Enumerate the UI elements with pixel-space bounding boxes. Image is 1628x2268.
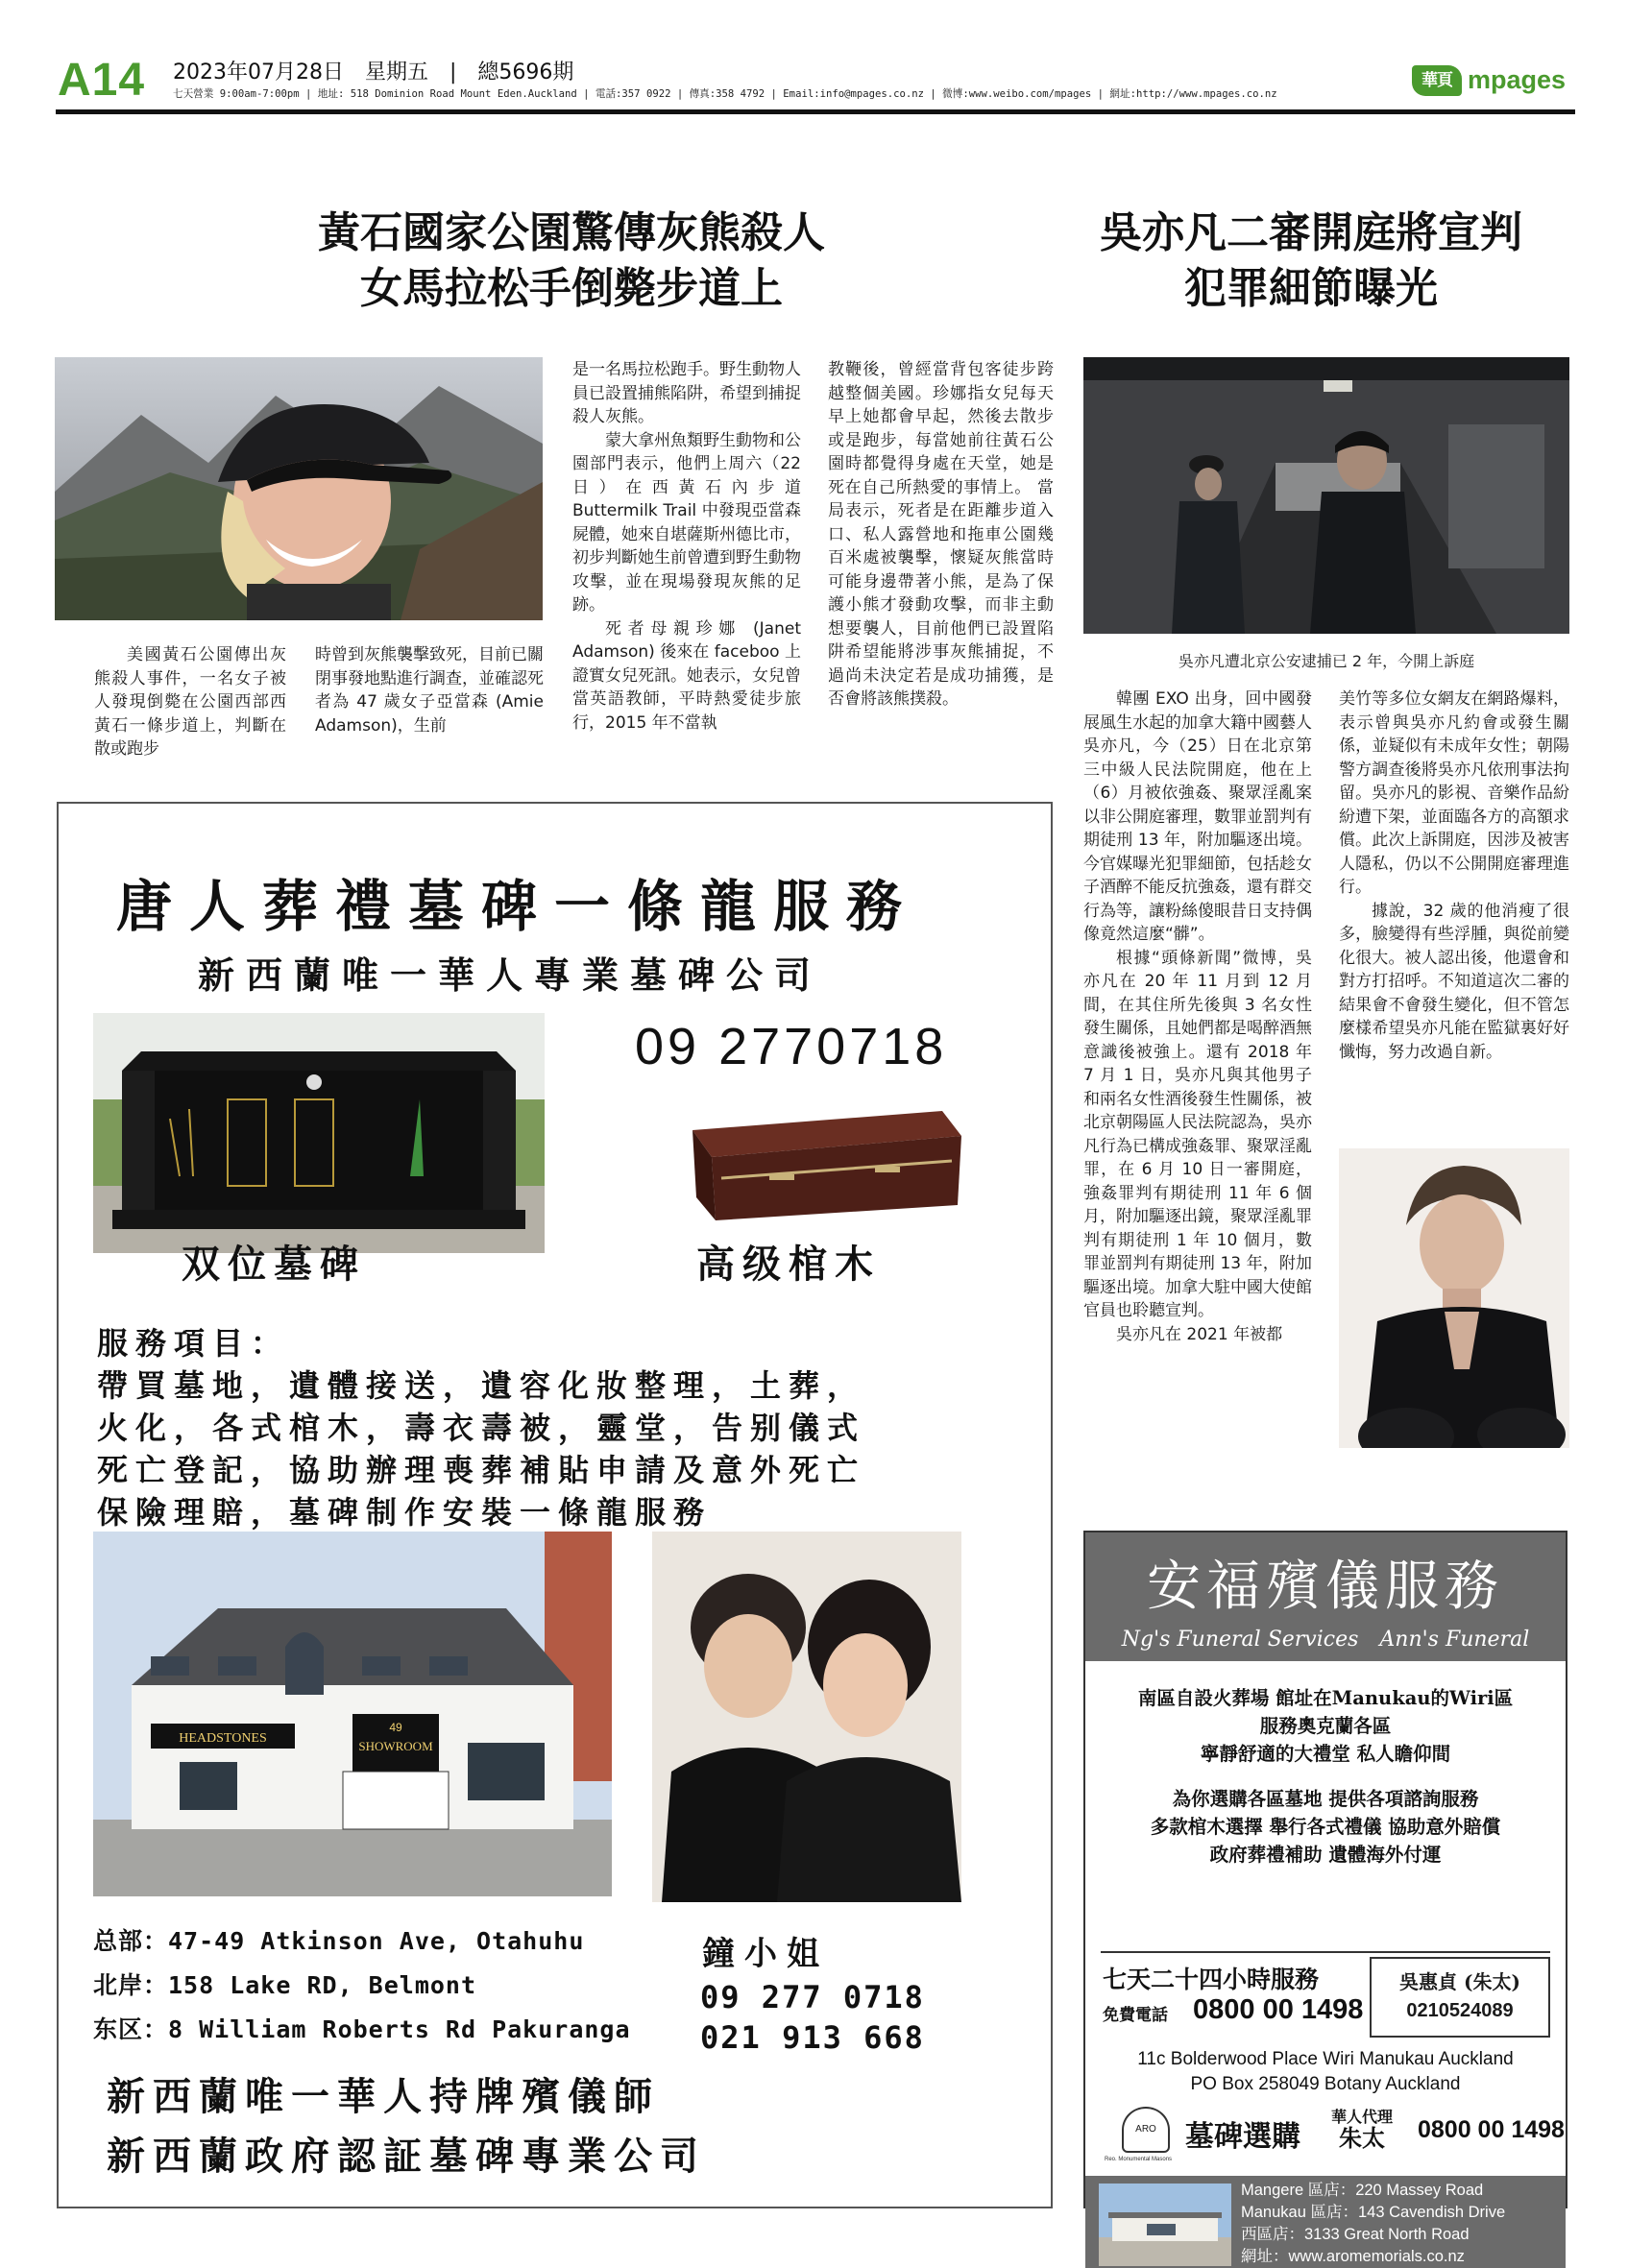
address-line: PO Box 258049 Botany Auckland: [1190, 2074, 1461, 2094]
contact-numbers: [700, 1977, 925, 2058]
tang-ad-title: 唐人葬禮墓碑一條龍服務: [116, 874, 920, 939]
contact-info-line: 七天營業 9:00am-7:00pm | 地址: 518 Dominion Road Mount Eden.Auckland | 電話:357 0922 | 傳真:358 4792 | Email:info@mpages.co.nz | 微博:www.weibo.com/mpages | 網址:http://www.mpages.co.nz: [173, 88, 1277, 100]
headstone-image: [93, 1013, 545, 1253]
headline-line-1: 吳亦凡二審開庭將宣判: [1100, 208, 1522, 257]
ng-ad-header: [1085, 1532, 1566, 1661]
logo-text: mpages: [1468, 65, 1567, 94]
court-photo-image: [1083, 357, 1569, 634]
casket-photo: [683, 1098, 967, 1232]
service-line: 寧靜舒適的大禮堂 私人瞻仰間: [1200, 1743, 1451, 1765]
ng-contact-name: 吳惠貞 (朱太): [1399, 1970, 1520, 1993]
paragraph: 是一名馬拉松跑手。野生動物人員已設置捕熊陷阱，希望到捕捉殺人灰熊。: [572, 360, 801, 426]
service-line: 為你選購各區墓地 提供各項諮詢服務: [1172, 1788, 1479, 1810]
service-line: 南區自設火葬場 館址在Manukau的Wiri區: [1137, 1687, 1514, 1709]
ng-24h-service: 七天二十四小時服務: [1103, 1966, 1320, 1993]
paragraph: 時曾到灰熊襲擊致死，目前已關閉事發地點進行調查，並確認死者為 47 歲女子亞當森 (Amie Adamson)，生前: [315, 645, 544, 736]
service-line: 服務奧克蘭各區: [1259, 1715, 1392, 1737]
ng-divider: [1101, 1951, 1550, 1953]
paragraph: 美竹等多位女網友在網路爆料，表示曾與吳亦凡約會或發生關係，並疑似有未成年女性；朝陽警方調查後將吳亦凡依刑事法拘留。吳亦凡的影視、音樂作品紛紛遭下架，並面臨各方的高額求償。此次上訴開庭，因涉及被害人隱私，仍以不公開開庭審理進行。: [1339, 689, 1569, 897]
ng-branch-list: [1241, 2180, 1505, 2268]
memorial-purchase-label: 墓碑選購: [1185, 2120, 1300, 2154]
address-line: 11c Bolderwood Place Wiri Manukau Auckland: [1137, 2049, 1514, 2069]
branch-line: Mangere 區店：220 Massey Road: [1241, 2182, 1484, 2199]
service-line: 服務項目：: [97, 1325, 290, 1362]
service-line: 死亡登記，協助辦理喪葬補貼申請及意外死亡: [97, 1452, 866, 1488]
branch-addresses: [93, 1919, 631, 2052]
service-line: 多款棺木選擇 舉行各式禮儀 協助意外賠償: [1150, 1816, 1501, 1838]
showroom-sign-showroom: SHOWROOM: [358, 1739, 433, 1753]
service-line: 保險理賠，墓碑制作安裝一條龍服務: [97, 1494, 713, 1531]
casket-image: [683, 1098, 967, 1232]
kris-article-col-1: [1083, 688, 1312, 1346]
ng-funeral-ad[interactable]: [1083, 1531, 1567, 2265]
aro-memorials-logo: ARO: [1122, 2107, 1170, 2153]
headstone-label: 双位墓碑: [182, 1242, 366, 1287]
paragraph: 美國黃石公園傳出灰熊殺人事件，一名女子被人發現倒斃在公園西部西黃石一條步道上，判斷在散或跑步: [94, 645, 286, 759]
service-line: 政府葬禮補助 遺體海外付運: [1209, 1844, 1442, 1866]
ng-free-call-label: 免費電話: [1103, 2006, 1168, 2025]
bear-article-col-4: [828, 358, 1054, 712]
tang-funeral-ad[interactable]: [57, 802, 1053, 2208]
footer-line: 新西蘭政府認証墓碑專業公司: [107, 2134, 706, 2179]
address-line: 东区：8 William Roberts Rd Pakuranga: [93, 2015, 631, 2043]
showroom-sign-headstones: HEADSTONES: [179, 1731, 267, 1746]
ng-address: [1085, 2047, 1566, 2097]
ng-contact-phone[interactable]: 0210524089: [1406, 2000, 1514, 2021]
victim-photo-image: [55, 357, 543, 620]
aro-logo-caption: Reo. Monumental Masons: [1105, 2157, 1173, 2162]
kris-court-photo: [1083, 357, 1569, 634]
address-line: 总部：47-49 Atkinson Ave, Otahuhu: [93, 1927, 585, 1955]
showroom-image: [93, 1532, 612, 1896]
tang-ad-phone: 09 2770718: [635, 1018, 948, 1075]
showroom-photo: [93, 1532, 612, 1896]
tang-ad-subtitle: 新西蘭唯一華人專業墓碑公司: [198, 953, 823, 997]
agent-label: 華人代理: [1331, 2108, 1394, 2126]
tang-ad-footer: [107, 2067, 706, 2186]
building-image: [1099, 2184, 1231, 2266]
phone-number[interactable]: 09 277 0718: [700, 1979, 925, 2015]
address-line: 北岸：158 Lake RD, Belmont: [93, 1971, 477, 1999]
headline-line-1: 黃石國家公園驚傳灰熊殺人: [318, 208, 825, 257]
staff-photo: [652, 1532, 961, 1902]
staff-image: [652, 1532, 961, 1902]
ng-service-lines: [1085, 1684, 1566, 1869]
headline-line-2: 女馬拉松手倒斃步道上: [360, 264, 783, 313]
double-headstone-photo: [93, 1013, 545, 1253]
kris-article-col-2: [1339, 688, 1569, 1064]
paragraph: 死者母親珍娜 (Janet Adamson) 後來在 faceboo 上證實女兒死訊。她表示，女兒曾當英語教師，平時熱愛徒步旅行，2015 年不當執: [572, 618, 801, 733]
paragraph: 韓團 EXO 出身，回中國發展風生水起的加拿大籍中國藝人吳亦凡，今（25）日在北京第三中級人民法院開庭，他在上（6）月被依強姦、聚眾淫亂案以非公開庭審理，數罪並罰判有期徒刑 13 年，附加驅逐出境。今官媒曝光犯罪細節，包括趁女子酒醉不能反抗強姦，還有群交行為等，讓粉絲傻眼昔日支持偶像竟然這麼“髒”。: [1083, 689, 1312, 944]
page-number: A14: [58, 55, 146, 106]
paragraph: 吳亦凡在 2021 年被都: [1116, 1324, 1283, 1344]
kris-article-headline: [1057, 205, 1566, 317]
branch-line: Manukau 區店：143 Cavendish Drive: [1241, 2204, 1506, 2221]
service-line: 帶買墓地，遺體接送，遺容化妝整理，土葬，: [97, 1367, 866, 1404]
paragraph: 根據“頭條新聞”微博，吳亦凡在 20 年 11 月到 12 月間，在其住所先後與 3 名女性發生關係，且她們都是喝醉酒無意識後被強上。還有 2018 年 7 月 1 日，吳亦凡與其他男子和兩名女性酒後發生性關係，被北京朝陽區人民法院認為，吳亦凡行為已構成強姦罪、聚眾淫亂罪，在 6 月 10 日一審開庭，強姦罪判有期徒刑 11 年 6 個月，附加驅逐出鏡，聚眾淫亂罪判有期徒刑 1 年 10 個月，數罪並罰判有期徒刑 13 年，附加驅逐出境。加拿大駐中國大使館官員也聆聽宣判。: [1083, 948, 1312, 1320]
headline-line-2: 犯罪細節曝光: [1184, 264, 1438, 313]
portrait-image: [1339, 1148, 1569, 1448]
kris-photo-caption: 吳亦凡遭北京公安逮捕已 2 年，今開上訴庭: [1178, 652, 1475, 670]
ng-ad-title: 安福殯儀服務: [1147, 1556, 1504, 1618]
ng-branch-footer: [1085, 2114, 1566, 2265]
bear-article-headline: [192, 205, 951, 317]
showroom-sign-number: 49: [389, 1721, 402, 1734]
service-line: 火化，各式棺木，壽衣壽被，靈堂，告别儀式: [97, 1410, 866, 1446]
footer-line: 新西蘭唯一華人持牌殯儀師: [107, 2074, 660, 2119]
agent-phone-number[interactable]: 0800 00 1498: [1418, 2116, 1565, 2143]
mpages-logo[interactable]: [1412, 61, 1575, 100]
bear-victim-photo: [55, 357, 543, 620]
paragraph: 教鞭後，曾經當背包客徒步跨越整個美國。珍娜指女兒每天早上她都會早起，然後去散步或是跑步，每當她前往黃石公園時都覺得身處在天堂，她是死在自己所熱愛的事情上。 當局表示，死者是在距離步道入口、私人露營地和拖車公園幾百米處被襲擊，懷疑灰熊當時可能身邊帶著小熊，是為了保護小熊才發動攻擊，而非主動想要襲人，目前他們已設置陷阱希望能將涉事灰熊捕捉，不過尚未決定若是成功捕獲，是否會將該熊撲殺。: [828, 360, 1054, 709]
ng-ad-subtitle: Ng's Funeral Services Ann's Funeral: [1121, 1628, 1530, 1652]
bear-article-col-3: [572, 358, 801, 735]
branch-line: 西區店：3133 Great North Road: [1241, 2226, 1470, 2243]
agent-name: 朱太: [1339, 2124, 1385, 2152]
ng-contact-box: [1370, 1957, 1550, 2038]
issue-date-line: 2023年07月28日 星期五 | 總5696期: [173, 60, 574, 84]
kris-portrait-photo: [1339, 1148, 1569, 1448]
logo-mark: 華頁: [1412, 65, 1462, 96]
casket-label: 高级棺木: [696, 1242, 881, 1287]
header-divider: [56, 109, 1575, 114]
service-list: [97, 1322, 865, 1533]
paragraph: 蒙大拿州魚類野生動物和公園部門表示，他們上周六（22 日）在西黃石內步道 Buttermilk Trail 中發現亞當森屍體，她來自堪薩斯州德比市，初步判斷她生前曾遭到野生動物攻擊，並在現場發現灰熊的足跡。: [572, 430, 801, 615]
bear-article-col-1: [94, 643, 286, 761]
aro-building-photo: [1099, 2184, 1231, 2266]
bear-article-col-2: [315, 643, 544, 737]
website-link[interactable]: 網址：www.aromemorials.co.nz: [1241, 2248, 1465, 2265]
ng-free-call-number[interactable]: 0800 00 1498: [1193, 1994, 1364, 2025]
phone-number[interactable]: 021 913 668: [700, 2019, 925, 2056]
paragraph: 據說，32 歲的他消瘦了很多，臉變得有些浮腫，與從前變化很大。被人認出後，他還會和對方打招呼。不知道這次二審的結果會不會發生變化，但不管怎麼樣希望吳亦凡能在監獄裏好好懺悔，努力改過自新。: [1339, 901, 1569, 1062]
contact-name: 鐘小姐: [702, 1935, 829, 1973]
